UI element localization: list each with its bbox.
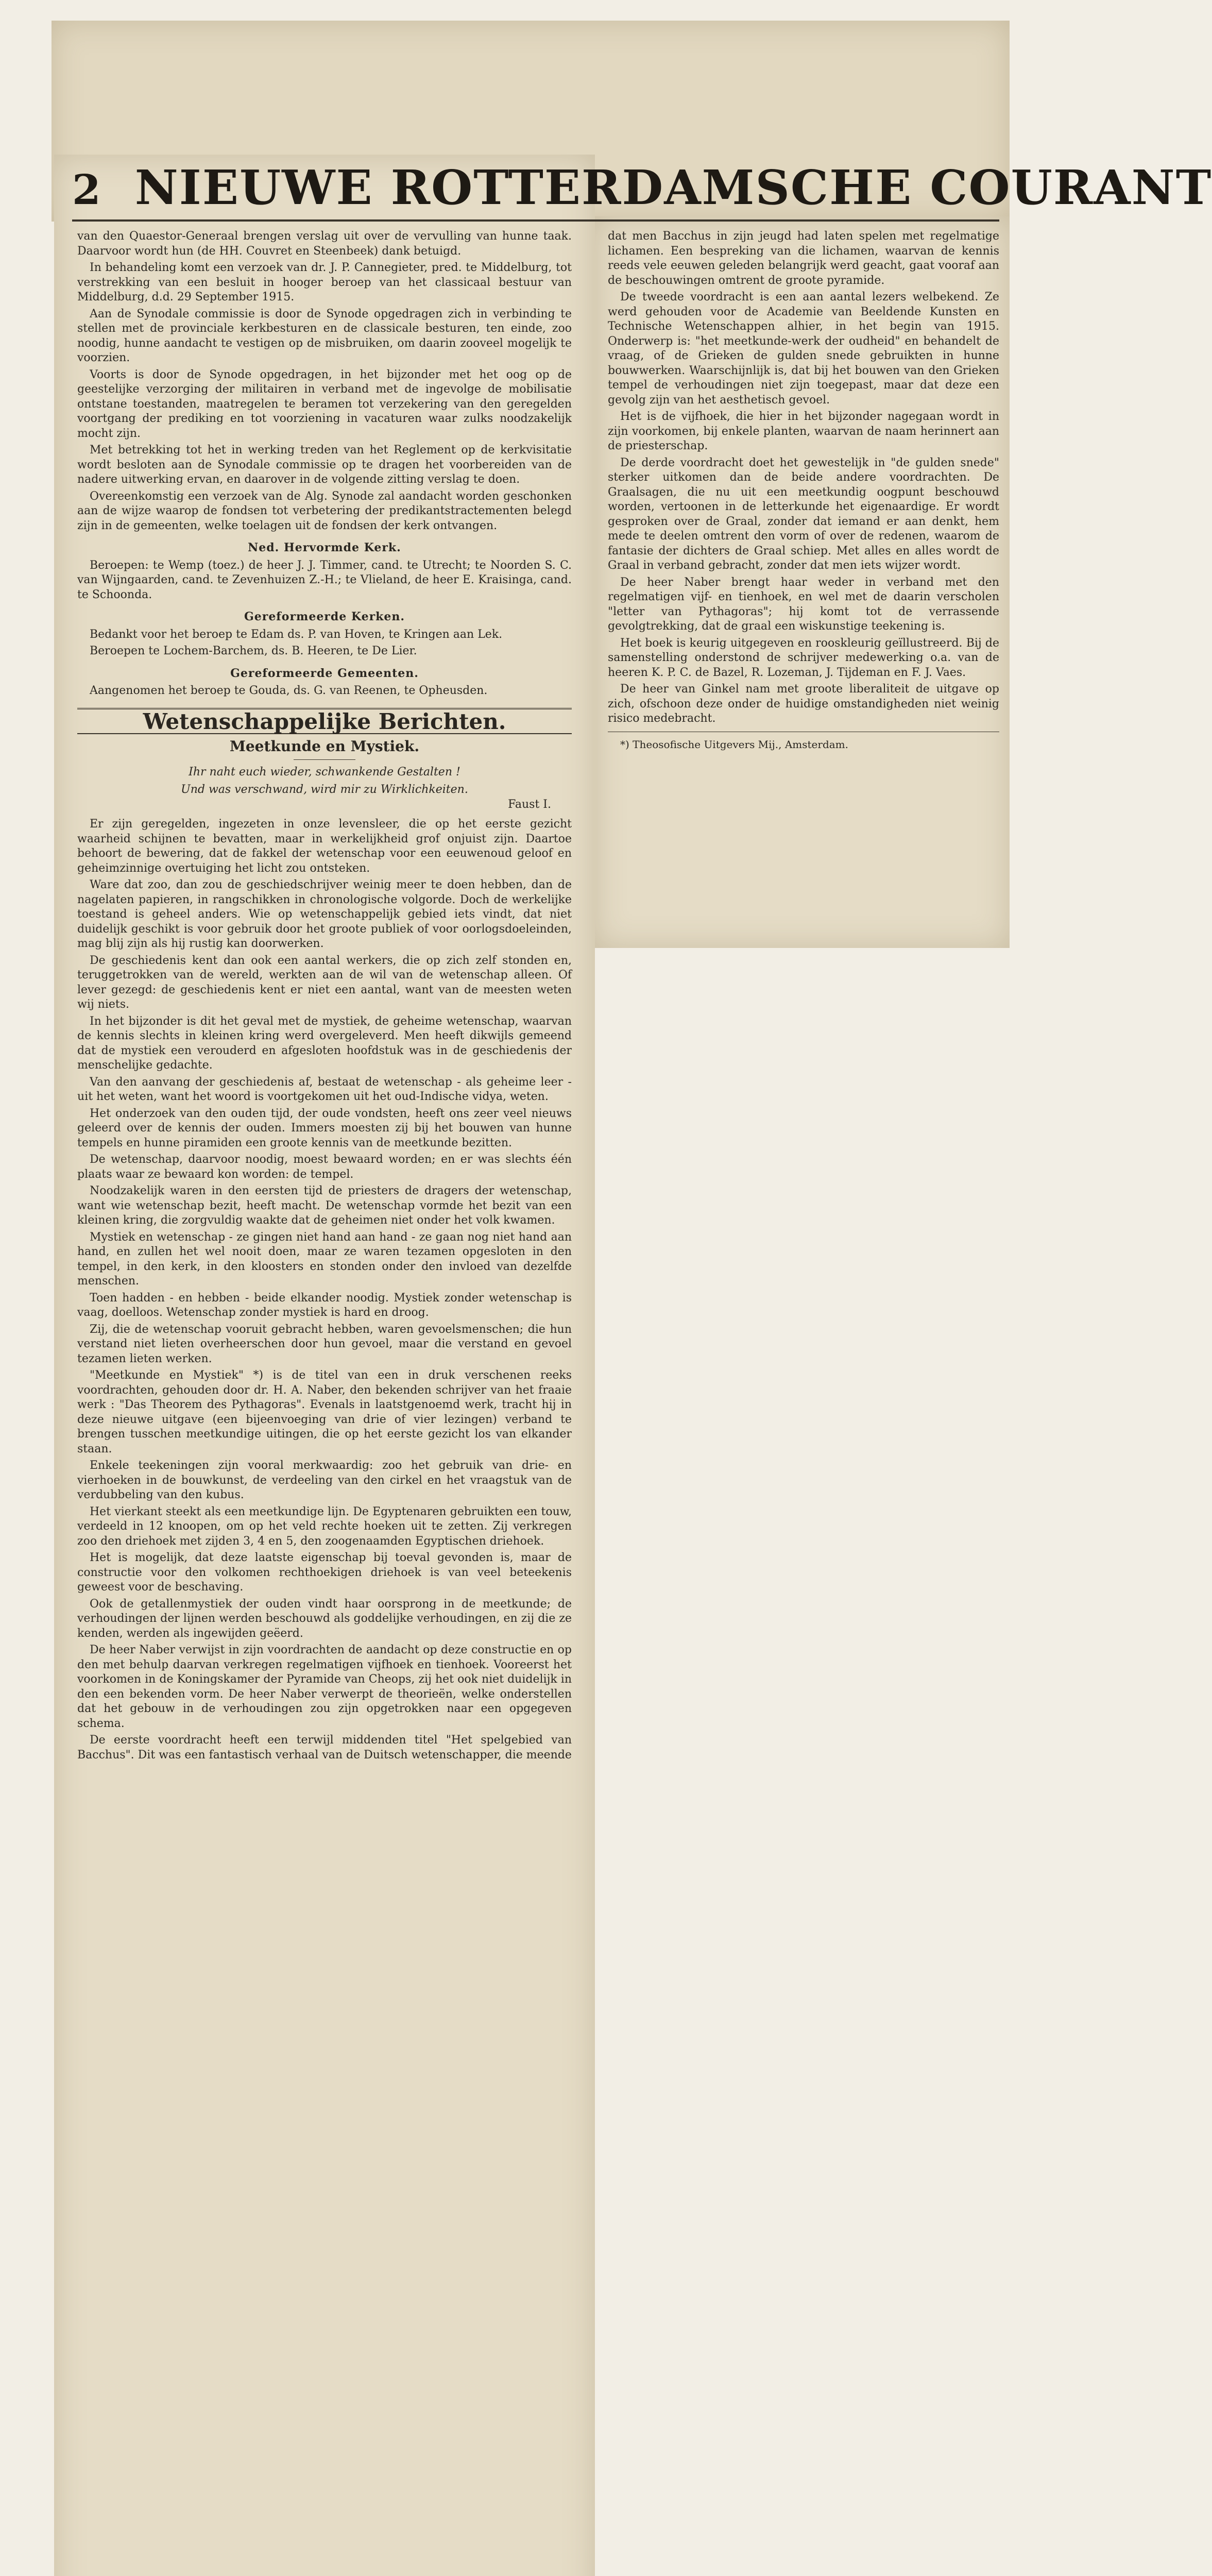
page-number: 2 <box>72 165 102 214</box>
paragraph: Het is de vijfhoek, die hier in het bijzonder nagegaan wordt in zijn voorkomen, bij enkele planten, waarvan de naam herinnert aan de priesterschap. <box>608 410 999 452</box>
paragraph: Aangenomen het beroep te Gouda, ds. G. van Reenen, te Opheusden. <box>90 684 488 697</box>
paragraph: Voorts is door de Synode opgedragen, in het bijzonder met het oog op de geestelijke verzorging der militairen in verband met de ingevolge de mobilisatie ontstane toestanden, maatregelen te beramen tot verzekering van den geregelden voortgang der prediking en tot voorziening in vacaturen waar zulks noodzakelijk mocht zijn. <box>77 368 572 440</box>
article-body <box>77 817 572 1762</box>
left-column <box>77 229 572 1765</box>
church-heading-hervormd: Ned. Hervormde Kerk. <box>248 541 401 554</box>
paragraph: Mystiek en wetenschap - ze gingen niet hand aan hand - ze gaan nog niet hand aan hand, en zullen het wel nooit doen, maar ze waren tezamen opgesloten in den tempel, in den kerk, in den kloosters en stonden onder den invloed van dezelfde menschen. <box>77 1230 572 1287</box>
motto-source: Faust I. <box>508 798 551 811</box>
paragraph: Het onderzoek van den ouden tijd, der oude vondsten, heeft ons zeer veel nieuws geleerd over de kennis der ouden. Immers moesten zij bij het bouwen van hunne tempels en hunne piramiden een groote kennis van de meetkunde bezitten. <box>77 1107 572 1149</box>
paragraph: De heer Naber brengt haar weder in verband met den regelmatigen vijf- en tienhoek, en wel met de daarin verscholen "letter van Pythagoras"; hij komt tot de verrassende gevolgtrekking, dat de graal een wiskunstige teekening is. <box>608 575 999 633</box>
article-title: Meetkunde en Mystiek. <box>229 738 420 755</box>
motto-line-1: Ihr naht euch wieder, schwankende Gestalten ! <box>189 765 460 778</box>
paragraph: Ware dat zoo, dan zou de geschiedschrijver weinig meer te doen hebben, dan de nagelaten papieren, in rangschikken in chronologische volgorde. Doch de werkelijke toestand is geheel anders. Wie op wetenschappelijk gebied iets vindt, dat niet duidelijk geschikt is voor gebruik door het groote publiek of voor oorlogsdoeleinden, mag blij zijn als hij rustig kan doorwerken. <box>77 878 572 950</box>
paragraph: Van den aanvang der geschiedenis af, bestaat de wetenschap - als geheime leer - uit het weten, want het woord is voortgekomen uit het oud-Indische vidya, weten. <box>77 1075 572 1103</box>
paragraph: De derde voordracht doet het gewestelijk in "de gulden snede" sterker uitkomen dan de beide andere voordrachten. De Graalsagen, die nu uit een meetkundig oogpunt beschouwd worden, vertoonen in de letterkunde het eigenaardige. Er wordt gesproken over de Graal, zonder dat iemand er aan denkt, hem mede te deelen omtrent den vorm of over de redenen, waarom de fantasie der dichters de Graal schiep. Met alles en alles wordt de Graal in verband gebracht, zonder dat men iets wijzer wordt. <box>608 456 999 572</box>
church-heading-gereformeerd: Gereformeerde Kerken. <box>244 610 405 623</box>
paragraph: Overeenkomstig een verzoek van de Alg. Synode zal aandacht worden geschonken aan de wijze waarop de fondsen tot verbetering der predikantstractementen belegd zijn in de gemeenten, welke toelagen uit de fondsen der kerk ontvangen. <box>77 489 572 532</box>
masthead <box>72 160 1212 222</box>
paragraph: Enkele teekeningen zijn vooral merkwaardig: zoo het gebruik van drie- en vierhoeken in de bouwkunst, de verdeeling van den cirkel en het vraagstuk van de verdubbeling van den kubus. <box>77 1459 572 1501</box>
motto-line-2: Und was verschwand, wird mir zu Wirklichkeiten. <box>181 783 468 796</box>
newspaper-title: NIEUWE ROTTERDAMSCHE COURANT <box>134 160 1212 215</box>
paragraph: Met betrekking tot het in werking treden van het Reglement op de kerkvisitatie wordt besloten aan de Synodale commissie op te dragen het voorbereiden van de nadere uitwerking ervan, en daarover in de volgende zitting verslag te doen. <box>77 444 572 486</box>
paragraph: Het vierkant steekt als een meetkundige lijn. De Egyptenaren gebruikten een touw, verdeeld in 12 knoopen, om op het veld rechte hoeken uit te zetten. Zij verkregen zoo den driehoek met zijden 3, 4 en 5, den zoogenaamden Egyptischen driehoek. <box>77 1505 572 1548</box>
paragraph: Het is mogelijk, dat deze laatste eigenschap bij toeval gevonden is, maar de constructie voor den volkomen rechthoekigen driehoek is van veel beteekenis geweest voor de beschaving. <box>77 1551 572 1594</box>
paragraph: Bedankt voor het beroep te Edam ds. P. van Hoven, te Kringen aan Lek. <box>90 628 503 641</box>
right-column <box>608 229 999 754</box>
paragraph: Beroepen: te Wemp (toez.) de heer J. J. Timmer, cand. te Utrecht; te Noorden S. C. van Wijngaarden, cand. te Zevenhuizen Z.-H.; te Vlieland, de heer E. Kraisinga, cand. te Schoonda. <box>77 558 572 601</box>
paragraph: Beroepen te Lochem-Barchem, ds. B. Heeren, te De Lier. <box>90 645 417 657</box>
intro-paragraphs <box>77 229 572 533</box>
paragraph: Aan de Synodale commissie is door de Synode opgedragen zich in verbinding te stellen met de provinciale kerkbesturen en de classicale besturen, ten einde, zoo noodig, hunne aandacht te vestigen op de misbruiken, om daarin zooveel mogelijk te voorzien. <box>77 307 572 364</box>
paragraph: van den Quaestor-Generaal brengen verslag uit over de vervulling van hunne taak. Daarvoor wordt hun (de HH. Couvret en Steenbeek) dank betuigd. <box>77 230 572 258</box>
paragraph: De tweede voordracht is een aan aantal lezers welbekend. Ze werd gehouden voor de Academie van Beeldende Kunsten en Technische Wetenschappen alhier, in het begin van 1915. Onderwerp is: "het meetkunde-werk der oudheid" en behandelt de vraag, of de Grieken de gulden snede gebruikten in hunne bouwwerken. Waarschijnlijk is, dat bij het bouwen van den Grieken tempel de verhoudingen niet zijn toegepast, maar dat deze een gevolg zijn van het aesthetisch gevoel. <box>608 291 999 406</box>
paragraph: Toen hadden - en hebben - beide elkander noodig. Mystiek zonder wetenschap is vaag, doelloos. Wetenschap zonder mystiek is hard en droog. <box>77 1291 572 1319</box>
paragraph: In behandeling komt een verzoek van dr. J. P. Cannegieter, pred. te Middelburg, tot verstrekking van een besluit in hooger beroep van het classicaal bestuur van Middelburg, d.d. 29 September 1915. <box>77 261 572 303</box>
paragraph: Het boek is keurig uitgegeven en rooskleurig geïllustreerd. Bij de samenstelling onderstond de schrijver medewerking o.a. van de heeren K. P. C. de Bazel, R. Lozeman, J. Tijdeman en F. J. Vaes. <box>608 636 999 679</box>
paragraph: De heer van Ginkel nam met groote liberaliteit de uitgave op zich, ofschoon deze onder de huidige omstandigheden niet weinig risico medebracht. <box>608 683 999 725</box>
paragraph: De wetenschap, daarvoor noodig, moest bewaard worden; en er was slechts één plaats waar ze bewaard kon worden: de tempel. <box>77 1153 572 1181</box>
paragraph: Er zijn geregelden, ingezeten in onze levensleer, die op het eerste gezicht waarheid schijnen te bevatten, maar in werkelijkheid grof onjuist zijn. Daartoe behoort de bewering, dat de fakkel der wetenschap voor een eeuwenoud geloof en geheimzinnige overtuiging het licht zou ontsteken. <box>77 818 572 875</box>
paragraph: "Meetkunde en Mystiek" *) is de titel van een in druk verschenen reeks voordrachten, gehouden door dr. H. A. Naber, den bekenden schrijver van het fraaie werk : "Das Theorem des Pythagoras". Evenals in laatstgenoemd werk, tracht hij in deze nieuwe uitgave (een bijeenvoeging van drie of vier lezingen) verband te brengen tusschen meetkundige uitingen, die op het eerste gezicht los van elkander staan. <box>77 1369 572 1455</box>
paragraph: De heer Naber verwijst in zijn voordrachten de aandacht op deze constructie en op den met behulp daarvan verkregen regelmatigen vijfhoek en tienhoek. Vooreerst het voorkomen in de Koningskamer der Pyramide van Cheops, zij het ook niet duidelijk in den een bekenden vorm. De heer Naber verwerpt de theorieën, welke onderstellen dat het gebouw in de verhoudingen zou zijn opgetrokken naar een opgegeven schema. <box>77 1643 572 1730</box>
divider <box>294 759 355 760</box>
paragraph: In het bijzonder is dit het geval met de mystiek, de geheime wetenschap, waarvan de kennis slechts in kleinen kring werd overgeleverd. Men heeft dikwijls gemeend dat de mystiek een verouderd en afgesloten hoofdstuk was in de geschiedenis der menschelijke gedachte. <box>77 1014 572 1072</box>
paragraph: dat men Bacchus in zijn jeugd had laten spelen met regelmatige lichamen. Een bespreking van die lichamen, waarvan de kennis reeds vele eeuwen geleden belangrijk werd geacht, gaat vooraf aan de beschouwingen omtrent de groote pyramide. <box>608 230 999 287</box>
paragraph: De eerste voordracht heeft een terwijl middenden titel "Het spelgebied van Bacchus". Dit was een fantastisch verhaal van de Duitsch wetenschapper, die meende <box>77 1734 572 1761</box>
paragraph: Ook de getallenmystiek der ouden vindt haar oorsprong in de meetkunde; de verhoudingen der lijnen werden beschouwd als goddelijke verhoudingen, en zij die ze kenden, werden als ingewijden geëerd. <box>77 1597 572 1640</box>
paragraph: De geschiedenis kent dan ook een aantal werkers, die op zich zelf stonden en, teruggetrokken van de wereld, werkten aan de wil van de wetenschap alleen. Of lever gezegd: de geschiedenis kent er niet een aantal, want van de meesten weten wij niets. <box>77 954 572 1011</box>
paragraph: Zij, die de wetenschap vooruit gebracht hebben, waren gevoelsmenschen; die hun verstand niet lieten overheerschen door hun gevoel, maar die verstand en gevoel tezamen lieten werken. <box>77 1323 572 1365</box>
paragraph: Noodzakelijk waren in den eersten tijd de priesters de dragers der wetenschap, want wie wetenschap bezit, heeft macht. De wetenschap vormde het bezit van een kleinen kring, die zorgvuldig waakte dat de geheimen niet onder het volk kwamen. <box>77 1184 572 1227</box>
section-title: Wetenschappelijke Berichten. <box>77 708 572 735</box>
church-heading-gemeenten: Gereformeerde Gemeenten. <box>230 666 419 680</box>
footnote: *) Theosofische Uitgevers Mij., Amsterdam. <box>620 738 848 751</box>
